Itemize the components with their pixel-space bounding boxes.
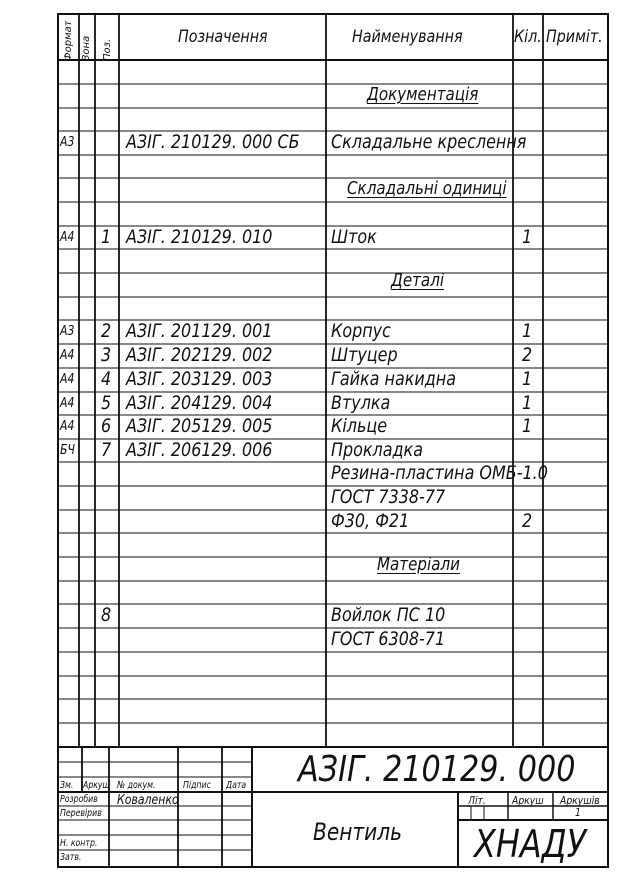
label-checked: Перевірив xyxy=(60,808,102,819)
row-name: Гайка накидна xyxy=(331,368,457,390)
row-name: Прокладка xyxy=(331,439,423,461)
row-name: ГОСТ 7338-77 xyxy=(331,486,446,508)
row-position: 3 xyxy=(101,344,112,366)
row-name: ГОСТ 6308-71 xyxy=(331,628,446,650)
label-doc-number: № докум. xyxy=(117,780,156,791)
header-format: Формат xyxy=(63,20,74,61)
label-change: Зм. xyxy=(60,780,74,791)
row-quantity: 1 xyxy=(522,368,533,390)
section-assemblies: Складальні одиниці xyxy=(347,178,507,199)
row-name: Войлок ПС 10 xyxy=(331,604,446,626)
row-quantity: 2 xyxy=(522,510,533,532)
label-approved: Затв. xyxy=(60,852,82,863)
row-quantity: 1 xyxy=(522,320,533,342)
label-letter: Літ. xyxy=(468,794,486,807)
row-name: Штуцер xyxy=(331,344,398,366)
doc-code: АЗІГ. 210129. 000 xyxy=(298,749,576,790)
row-position: 2 xyxy=(101,320,112,342)
row-quantity: 2 xyxy=(522,344,533,366)
row-format: А4 xyxy=(60,230,75,245)
row-designation: АЗІГ. 205129. 005 xyxy=(126,415,273,437)
row-name: Корпус xyxy=(331,320,391,342)
organization: ХНАДУ xyxy=(474,822,587,866)
label-sheet: Арκуш xyxy=(83,780,110,791)
row-position: 1 xyxy=(101,226,112,248)
row-quantity: 1 xyxy=(522,415,533,437)
row-name: Резина-пластина ОМБ-1.0 xyxy=(331,462,548,484)
row-designation: АЗІГ. 210129. 000 СБ xyxy=(126,131,300,153)
section-parts: Деталі xyxy=(391,270,445,291)
header-note: Приміт. xyxy=(546,27,603,47)
row-format: БЧ xyxy=(60,443,75,458)
row-position: 6 xyxy=(101,415,112,437)
row-format: А4 xyxy=(60,372,75,387)
header-position: Поз. xyxy=(102,38,113,61)
row-designation: АЗІГ. 204129. 004 xyxy=(126,392,273,414)
row-format: А4 xyxy=(60,348,75,363)
label-signature: Підпис xyxy=(183,780,211,791)
row-format: А3 xyxy=(60,324,75,339)
row-position: 8 xyxy=(101,604,112,626)
row-designation: АЗІГ. 210129. 010 xyxy=(126,226,273,248)
row-designation: АЗІГ. 201129. 001 xyxy=(126,320,273,342)
row-name: Шток xyxy=(331,226,377,248)
row-designation: АЗІГ. 203129. 003 xyxy=(126,368,273,390)
header-quantity: Кіл. xyxy=(514,27,542,47)
row-position: 5 xyxy=(101,392,112,414)
developer-name: Коваленко xyxy=(117,793,179,808)
section-documentation: Документація xyxy=(367,84,479,105)
row-format: А4 xyxy=(60,396,75,411)
row-designation: АЗІГ. 206129. 006 xyxy=(126,439,273,461)
label-date: Дата xyxy=(226,780,247,791)
row-quantity: 1 xyxy=(522,226,533,248)
header-zone: Зона xyxy=(81,35,92,61)
header-name: Найменування xyxy=(352,27,463,47)
section-materials: Матеріали xyxy=(377,554,460,575)
row-name: Втулка xyxy=(331,392,391,414)
row-designation: АЗІГ. 202129. 002 xyxy=(126,344,273,366)
row-name: Складальне креслення xyxy=(331,131,527,153)
label-sheet-col: Аркуш xyxy=(512,794,544,807)
header-designation: Позначення xyxy=(178,27,268,47)
row-name: Кільце xyxy=(331,415,388,437)
sheet-number: 1 xyxy=(575,806,581,819)
product-name: Вентиль xyxy=(313,818,403,846)
row-position: 7 xyxy=(101,439,112,461)
label-norm-control: Н. контр. xyxy=(60,838,98,849)
label-developed: Розробив xyxy=(60,794,98,805)
row-quantity: 1 xyxy=(522,392,533,414)
row-format: А4 xyxy=(60,419,75,434)
row-position: 4 xyxy=(101,368,112,390)
row-format: А3 xyxy=(60,135,75,150)
row-name: Ф30, Ф21 xyxy=(331,510,410,532)
label-sheets-col: Аркушів xyxy=(560,794,600,807)
